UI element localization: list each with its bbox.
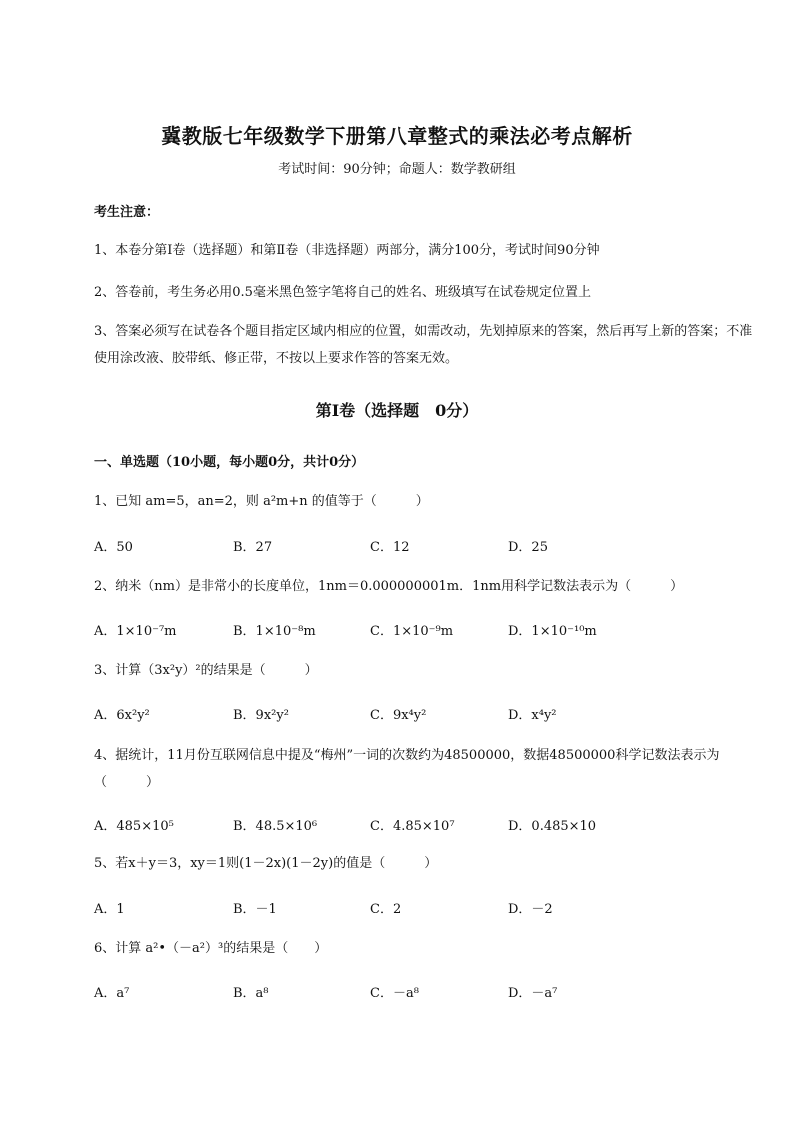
option-b[interactable]: B．－1	[233, 902, 277, 917]
option-d[interactable]: D．0.485×10	[508, 819, 597, 834]
option-b[interactable]: B．27	[233, 540, 273, 555]
option-a[interactable]: A．1×10⁻⁷m	[94, 624, 177, 639]
option-a[interactable]: A．a⁷	[94, 986, 130, 1001]
section-title: 第Ⅰ卷（选择题 0分）	[315, 401, 479, 420]
option-c[interactable]: C．－a⁸	[370, 986, 419, 1001]
option-a[interactable]: A．6x²y²	[94, 708, 150, 723]
question-stem: 2、纳米（nm）是非常小的长度单位，1nm＝0.000000001m．1nm用科学记数法表示为（ ）	[94, 579, 684, 594]
notice-item: 2、答卷前，考生务必用0.5毫米黑色签字笔将自己的姓名、班级填写在试卷规定位置上	[94, 285, 591, 300]
option-d[interactable]: D．25	[508, 540, 548, 555]
option-b[interactable]: B．a⁸	[233, 986, 269, 1001]
notice-item: 1、本卷分第Ⅰ卷（选择题）和第Ⅱ卷（非选择题）两部分，满分100分，考试时间90分钟	[94, 243, 600, 258]
exam-title: 冀教版七年级数学下册第八章整式的乘法必考点解析	[161, 124, 633, 148]
question-options	[94, 815, 734, 835]
option-d[interactable]: D．1×10⁻¹⁰m	[508, 624, 597, 639]
option-c[interactable]: C．1×10⁻⁹m	[370, 624, 454, 639]
question-options	[94, 898, 734, 918]
option-c[interactable]: C．2	[370, 902, 402, 917]
notice-heading: 考生注意：	[94, 205, 160, 220]
exam-subtitle: 考试时间：90分钟；命题人：数学教研组	[278, 162, 516, 177]
question-options	[94, 536, 734, 556]
question-stem: 4、据统计，11月份互联网信息中提及“梅州”一词的次数约为48500000，数据48500000科学记数法表示为（ ）	[94, 748, 720, 790]
option-a[interactable]: A．50	[94, 540, 133, 555]
question-stem: 6、计算 a²•（－a²）³的结果是（ ）	[94, 941, 328, 956]
question-stem: 1、已知 am=5，an=2，则 a²m+n 的值等于（ ）	[94, 494, 429, 509]
question-stem: 3、计算（3x²y）²的结果是（ ）	[94, 663, 318, 678]
part-title: 一、单选题（10小题，每小题0分，共计0分）	[94, 455, 365, 470]
notice-item: 3、答案必须写在试卷各个题目指定区域内相应的位置，如需改动，先划掉原来的答案，然后再写上新的答案；不准使用涂改液、胶带纸、修正带，不按以上要求作答的答案无效。	[94, 324, 753, 366]
question-options	[94, 704, 734, 724]
option-b[interactable]: B．9x²y²	[233, 708, 289, 723]
option-c[interactable]: C．9x⁴y²	[370, 708, 427, 723]
option-c[interactable]: C．12	[370, 540, 410, 555]
option-b[interactable]: B．1×10⁻⁸m	[233, 624, 316, 639]
option-b[interactable]: B．48.5×10⁶	[233, 819, 318, 834]
option-a[interactable]: A．485×10⁵	[94, 819, 174, 834]
question-options	[94, 620, 734, 640]
option-d[interactable]: D．－a⁷	[508, 986, 558, 1001]
question-options	[94, 982, 734, 1002]
option-a[interactable]: A．1	[94, 902, 125, 917]
option-d[interactable]: D．－2	[508, 902, 553, 917]
question-stem: 5、若x＋y＝3，xy＝1则(1－2x)(1－2y)的值是（ ）	[94, 856, 438, 871]
option-d[interactable]: D．x⁴y²	[508, 708, 557, 723]
option-c[interactable]: C．4.85×10⁷	[370, 819, 455, 834]
